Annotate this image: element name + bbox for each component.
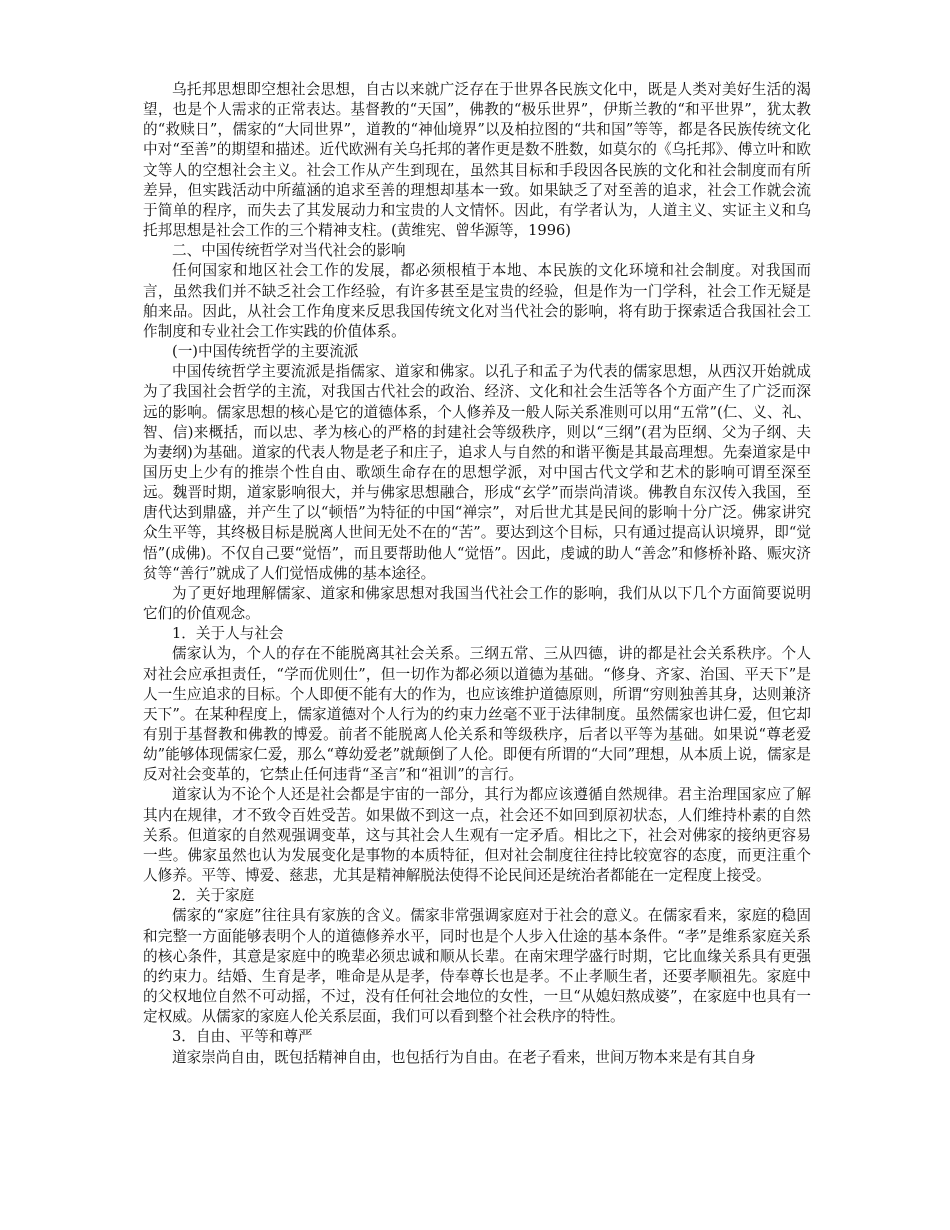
topic-heading-family: 2．关于家庭 [172,887,255,905]
topic-heading-freedom: 3．自由、平等和尊严 [172,1028,313,1046]
paragraph-utopia: 乌托邦思想即空想社会思想，自古以来就广泛存在于世界各民族文化中，既是人类对美好生活的渴望，也是个人需求的正常表达。基督教的“天国”，佛教的“极乐世界”，伊斯兰教的“和平世界”，犹太教的“救赎日”，儒家的“大同世界”，道教的“神仙境界”以及柏拉图的“共和国”等等，都是各民族传统文化中对“至善”的期望和描述。近代欧洲有关乌托邦的著作更是数不胜数，如莫尔的《乌托邦》、傅立叶和欧文等人的空想社会主义。社会工作从产生到现在，虽然其目标和手段因各民族的文化和社会制度而有所差异，但实践活动中所蕴涵的追求至善的理想却基本一致。如果缺乏了对至善的追求，社会工作就会流于简单的程序，而失去了其发展动力和宝贵的人文情怀。因此，有学者认为，人道主义、实证主义和乌托邦思想是社会工作的三个精神支柱。(黄维宪、曾华源等，1996) [143,81,811,240]
paragraph-freedom: 道家崇尚自由，既包括精神自由，也包括行为自由。在老子看来，世间万物本来是有其自身 [172,1048,756,1066]
paragraph-confucian-society: 儒家认为，个人的存在不能脱离其社会关系。三纲五常、三从四德，讲的都是社会关系秩序。个人对社会应承担责任，“学而优则仕”，但一切作为都必须以道德为基础。“修身、齐家、治国、平天下”是人一生应追求的目标。个人即便不能有大的作为，也应该维护道德原则，所谓“穷则独善其身，达则兼济天下”。在某种程度上，儒家道德对个人行为的约束力丝毫不亚于法律制度。虽然儒家也讲仁爱，但它却有别于基督教和佛教的博爱。前者不能脱离人伦关系和等级秩序，后者以平等为基础。如果说“尊老爱幼”能够体现儒家仁爱，那么“尊幼爱老”就颠倒了人伦。即便有所谓的“大同”理想，从本质上说，儒家是反对社会变革的，它禁止任何违背“圣言”和“祖训”的言行。 [143,645,811,784]
topic-heading-person-society: 1．关于人与社会 [172,625,284,643]
paragraph-schools: 中国传统哲学主要流派是指儒家、道家和佛家。以孔子和孟子为代表的儒家思想，从西汉开始就成为了我国社会哲学的主流，对我国古代社会的政治、经济、文化和社会生活等各个方面产生了广泛而深远的影响。儒家思想的核心是它的道德体系，个人修养及一般人际关系准则可以用“五常”(仁、义、礼、智、信)来概括，而以忠、孝为核心的严格的封建社会等级秩序，则以“三纲”(君为臣纲、父为子纲、夫为妻纲)为基础。道家的代表人物是老子和庄子，追求人与自然的和谐平衡是其最高理想。先秦道家是中国历史上少有的推崇个性自由、歌颂生命存在的思想学派，对中国古代文学和艺术的影响可谓至深至远。魏晋时期，道家影响很大，并与佛家思想融合，形成“玄学”而崇尚清谈。佛教自东汉传入我国，至唐代达到鼎盛，并产生了以“顿悟”为特征的中国“禅宗”，对后世尤其是民间的影响十分广泛。佛家讲究众生平等，其终极目标是脱离人世间无处不在的“苦”。要达到这个目标，只有通过提高认识境界，即“觉悟”(成佛)。不仅自己要“觉悟”，而且要帮助他人“觉悟”。因此，虔诚的助人“善念”和修桥补路、赈灾济贫等“善行”就成了人们觉悟成佛的基本途径。 [143,363,811,582]
paragraph-intro-values: 为了更好地理解儒家、道家和佛家思想对我国当代社会工作的影响，我们从以下几个方面简要说明它们的价值观念。 [143,584,811,623]
paragraph-local-roots: 任何国家和地区社会工作的发展，都必须根植于本地、本民族的文化环境和社会制度。对我国而言，虽然我们并不缺乏社会工作经验，有许多甚至是宝贵的经验，但是作为一门学科，社会工作无疑是舶来品。因此，从社会工作角度来反思我国传统文化对当代社会的影响，将有助于探索适合我国社会工作制度和专业社会工作实践的价值体系。 [143,262,811,340]
subsection-heading-1: (一)中国传统哲学的主要流派 [172,343,359,361]
document-body [143,80,811,1068]
section-heading-2: 二、中国传统哲学对当代社会的影响 [172,242,406,260]
paragraph-family: 儒家的“家庭”往往具有家族的含义。儒家非常强调家庭对于社会的意义。在儒家看来，家庭的稳固和完整一方面能够表明个人的道德修养水平，同时也是个人步入仕途的基本条件。“孝”是维系家庭关系的核心条件，其意是家庭中的晚辈必须忠诚和顺从长辈。在南宋理学盛行时期，它比血缘关系具有更强的约束力。结婚、生育是孝，唯命是从是孝，侍奉尊长也是孝。不止孝顺生者，还要孝顺祖先。家庭中的父权地位自然不可动摇，不过，没有任何社会地位的女性，一旦“从媳妇熬成婆”，在家庭中也具有一定权威。从儒家的家庭人伦关系层面，我们可以看到整个社会秩序的特性。 [143,907,811,1026]
paragraph-taoist-buddhist-society: 道家认为不论个人还是社会都是宇宙的一部分，其行为都应该遵循自然规律。君主治理国家应了解其内在规律，才不致令百姓受苦。如果做不到这一点，社会还不如回到原初状态，人们维持朴素的自然关系。但道家的自然观强调变革，这与其社会人生观有一定矛盾。相比之下，社会对佛家的接纳更容易一些。佛家虽然也认为发展变化是事物的本质特征，但对社会制度往往持比较宽容的态度，而更注重个人修养。平等、博爱、慈悲，尤其是精神解脱法使得不论民间还是统治者都能在一定程度上接受。 [143,786,811,885]
